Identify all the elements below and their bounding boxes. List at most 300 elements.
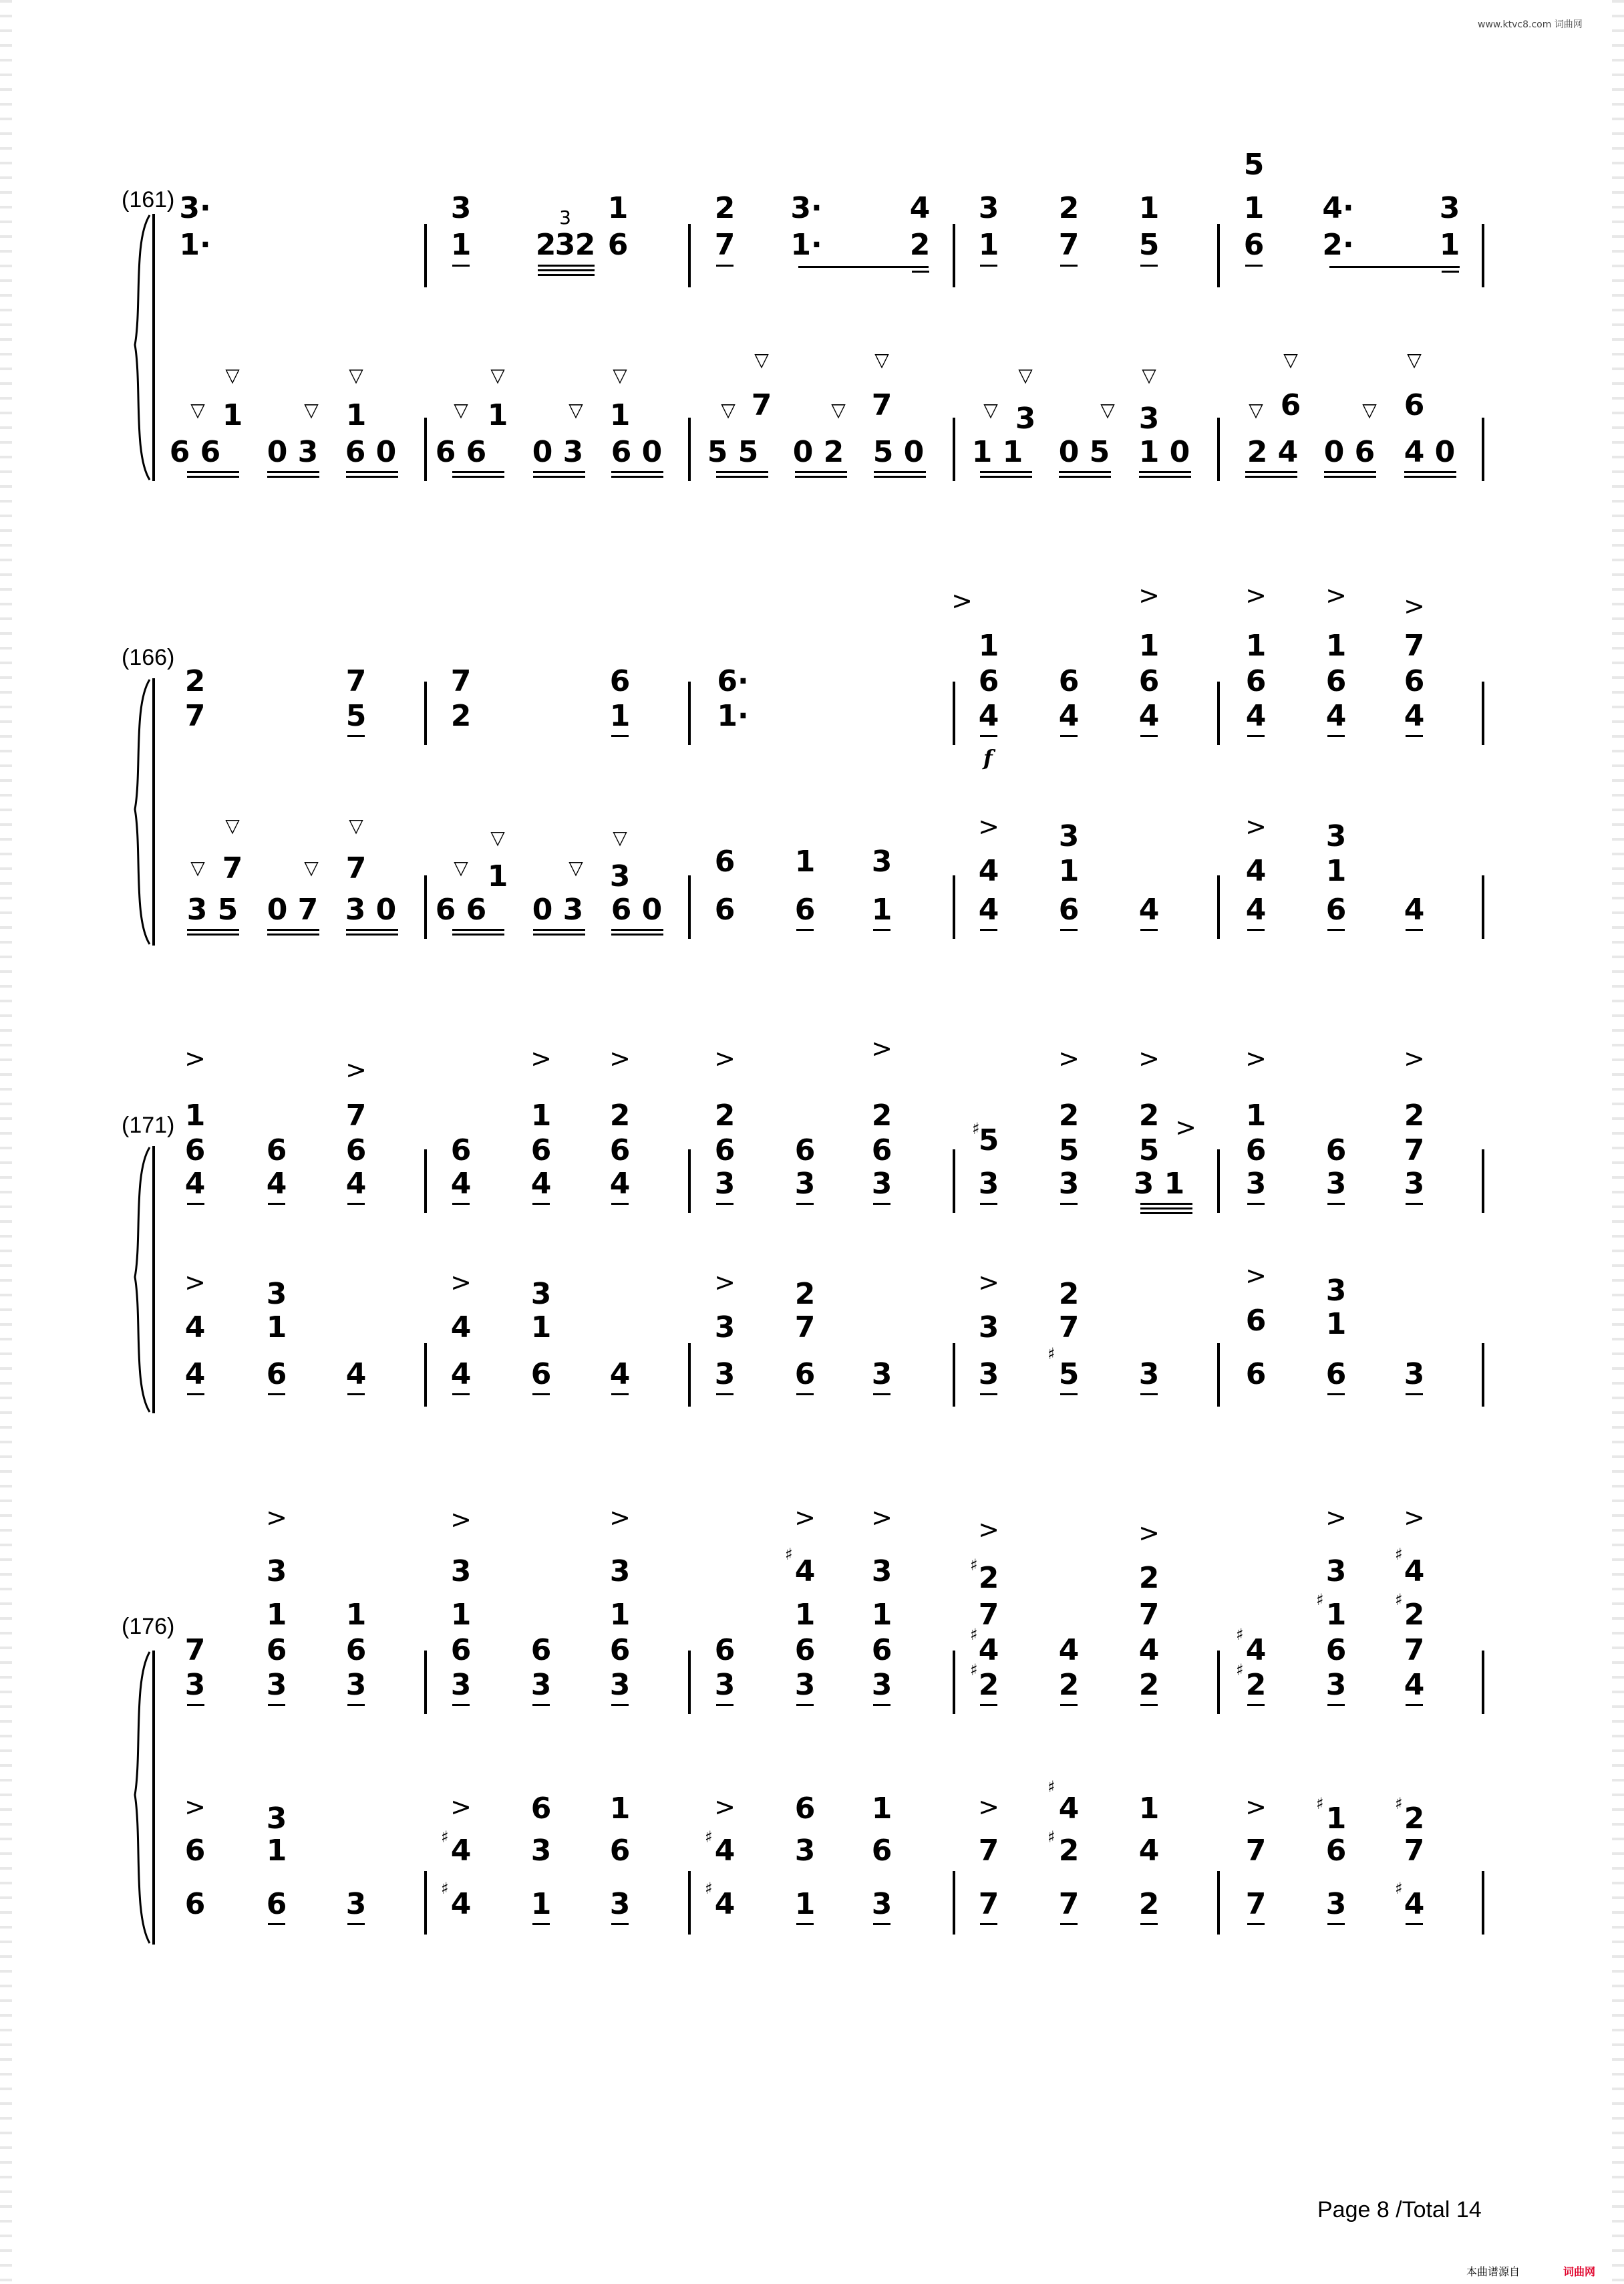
jianpu-note: 1 (871, 893, 892, 927)
rule-line (1406, 735, 1423, 737)
jianpu-note: 4 (714, 1834, 736, 1868)
jianpu-note: 3 (266, 1668, 287, 1702)
rule-line (953, 418, 955, 481)
jianpu-note: 5 0 (872, 435, 925, 469)
jianpu-note: 4 (1245, 854, 1267, 888)
staccato-triangle-icon: ▽ (874, 349, 889, 371)
staccato-triangle-icon: ▽ (304, 399, 319, 421)
jianpu-note: 2 (1058, 1277, 1080, 1311)
jianpu-note: 4 (1325, 699, 1347, 733)
accent-mark: > (1325, 581, 1347, 610)
jianpu-note: 2 (794, 1277, 816, 1311)
rule-line (268, 1704, 285, 1706)
jianpu-note: 2 (1404, 1802, 1425, 1836)
jianpu-note: 1 (487, 398, 508, 432)
rule-line (452, 929, 504, 931)
jianpu-note: 3 (450, 1668, 472, 1702)
jianpu-note: 1 (184, 1099, 206, 1133)
sharp-icon: ♯ (1047, 1344, 1055, 1363)
jianpu-note: 6 (450, 1133, 472, 1167)
rule-line (953, 1651, 955, 1714)
staccato-triangle-icon: ▽ (1018, 364, 1033, 386)
dynamic-forte: f (983, 745, 993, 770)
jianpu-note: 3 (1015, 402, 1036, 436)
jianpu-note: 2 (450, 699, 472, 733)
rule-line (1404, 476, 1456, 478)
jianpu-note: 7 (184, 1633, 206, 1667)
rule-line (187, 471, 239, 473)
jianpu-note: 5 (1058, 1357, 1080, 1391)
jianpu-note: 2 (1245, 1668, 1267, 1702)
accent-mark: > (450, 1792, 472, 1822)
jianpu-note: 2 (535, 228, 556, 262)
source-site: 词曲网 (1563, 2265, 1596, 2278)
jianpu-note: 7 (1404, 1133, 1425, 1167)
jianpu-note: 3 (1138, 1357, 1160, 1391)
rule-line (1245, 265, 1263, 267)
jianpu-note: 1 (450, 228, 472, 262)
rule-line (1140, 1393, 1158, 1395)
rule-line (980, 476, 1032, 478)
jianpu-note: 3 (450, 1554, 472, 1588)
jianpu-note: 6 (1245, 1357, 1267, 1391)
jianpu-note: 5 (1138, 228, 1160, 262)
jianpu-note: 0 3 (532, 435, 584, 469)
rule-line (873, 1704, 890, 1706)
rule-line (1060, 1704, 1078, 1706)
sharp-icon: ♯ (1316, 1590, 1324, 1609)
jianpu-note: 1 (530, 1887, 552, 1921)
accent-mark: > (871, 1503, 892, 1532)
accent-mark: > (951, 586, 973, 615)
jianpu-note: 7 (450, 664, 472, 698)
jianpu-note: 3 (871, 1357, 892, 1391)
jianpu-note: 2 (714, 191, 736, 225)
jianpu-note: 4 (609, 1357, 631, 1391)
jianpu-note: 4 0 (1404, 435, 1456, 469)
rule-line (533, 929, 585, 931)
jianpu-note: 0 2 (792, 435, 844, 469)
jianpu-note: 6 (184, 1887, 206, 1921)
accent-mark: > (978, 1792, 999, 1822)
accent-mark: > (871, 1034, 892, 1063)
jianpu-note: 2 (871, 1099, 892, 1133)
accent-mark: > (1325, 1503, 1347, 1532)
rule-line (796, 1704, 814, 1706)
rule-line (1140, 1704, 1158, 1706)
jianpu-note: 6 (871, 1633, 892, 1667)
jianpu-note: 1 (794, 1887, 816, 1921)
accent-mark: > (1404, 591, 1425, 621)
jianpu-note: 3 (871, 845, 892, 879)
jianpu-note: 3 (450, 191, 472, 225)
jianpu-note: 3 (530, 1668, 552, 1702)
rule-line (953, 682, 955, 745)
jianpu-note: 6 (609, 1834, 631, 1868)
rule-line (1140, 735, 1158, 737)
jianpu-note: 4 (450, 1167, 472, 1201)
rule-line (533, 471, 585, 473)
jianpu-note: 1 (487, 859, 508, 893)
sharp-icon: ♯ (972, 1119, 980, 1138)
rule-line (1217, 418, 1220, 481)
rule-line (538, 269, 595, 271)
jianpu-note: 4 (1245, 1633, 1267, 1667)
rule-line (1140, 1207, 1192, 1209)
accent-mark: > (714, 1792, 736, 1822)
rule-line (532, 1393, 550, 1395)
sharp-icon: ♯ (1047, 1777, 1055, 1796)
jianpu-note: 6 (794, 893, 816, 927)
rule-line (1060, 929, 1078, 931)
rule-line (1140, 929, 1158, 931)
rule-line (346, 471, 398, 473)
rule-line (452, 1203, 470, 1205)
jianpu-note: 1 (1245, 1099, 1267, 1133)
rule-line (1059, 476, 1111, 478)
right-margin-decoration (1612, 0, 1624, 2284)
rule-line (796, 1203, 814, 1205)
jianpu-note: 6 (1325, 1633, 1347, 1667)
jianpu-note: 3 (1058, 819, 1080, 853)
staccato-triangle-icon: ▽ (831, 399, 846, 421)
jianpu-note: 6 6 (435, 893, 487, 927)
rule-line (1245, 476, 1297, 478)
rule-line (347, 1923, 365, 1925)
jianpu-note: 4 (1404, 1887, 1425, 1921)
staccato-triangle-icon: ▽ (569, 857, 583, 879)
staccato-triangle-icon: ▽ (1362, 399, 1377, 421)
rule-line (532, 1704, 550, 1706)
sharp-icon: ♯ (1395, 1590, 1403, 1609)
jianpu-note: 6 (530, 1792, 552, 1826)
accent-mark: > (609, 1503, 631, 1532)
jianpu-note: 6 (714, 893, 736, 927)
jianpu-note: 3 (345, 1668, 367, 1702)
jianpu-note: 3 (266, 1277, 287, 1311)
jianpu-note: 2 (1404, 1099, 1425, 1133)
jianpu-note: 1 1 (971, 435, 1023, 469)
jianpu-note: 1 (871, 1792, 892, 1826)
sharp-icon: ♯ (1047, 1828, 1055, 1846)
jianpu-note: 6 (266, 1887, 287, 1921)
jianpu-note: 7 (1138, 1598, 1160, 1632)
rule-line (268, 1923, 285, 1925)
jianpu-note: 4 (1138, 1633, 1160, 1667)
jianpu-note: 4 (530, 1167, 552, 1201)
jianpu-note: 4 (978, 854, 999, 888)
jianpu-note: 6 (714, 1633, 736, 1667)
jianpu-note: 1 (609, 1598, 631, 1632)
rule-line (1327, 1203, 1345, 1205)
rule-line (1245, 471, 1297, 473)
rule-line (267, 934, 319, 936)
rule-line (688, 418, 691, 481)
jianpu-note: 4 (184, 1167, 206, 1201)
rule-line (796, 929, 814, 931)
accent-mark: > (714, 1268, 736, 1297)
jianpu-note: 6 (714, 1133, 736, 1167)
rule-line (1140, 265, 1158, 267)
rule-line (1139, 471, 1191, 473)
accent-mark: > (609, 1044, 631, 1073)
jianpu-note: 1 (266, 1598, 287, 1632)
staccato-triangle-icon: ▽ (190, 857, 205, 879)
jianpu-note: 7 (1404, 1633, 1425, 1667)
jianpu-note: 4 (909, 191, 931, 225)
jianpu-note: 4· (1322, 191, 1354, 225)
rule-line (688, 1149, 691, 1213)
jianpu-note: 1 (871, 1598, 892, 1632)
accent-mark: > (1138, 581, 1160, 610)
system-brace (127, 678, 154, 946)
rule-line (1327, 929, 1345, 931)
jianpu-note: 7 (1404, 1834, 1425, 1868)
jianpu-note: 4 (1138, 1834, 1160, 1868)
jianpu-note: 6 (530, 1633, 552, 1667)
accent-mark: > (266, 1503, 287, 1532)
jianpu-note: 7 (978, 1834, 999, 1868)
staccato-triangle-icon: ▽ (225, 815, 240, 837)
rule-line (796, 1393, 814, 1395)
jianpu-note: 3 (1138, 402, 1160, 436)
jianpu-note: 7 (184, 699, 206, 733)
rule-line (716, 1203, 734, 1205)
jianpu-note: 4 (978, 893, 999, 927)
staccato-triangle-icon: 3 (559, 206, 571, 229)
jianpu-note: 3· (790, 191, 822, 225)
sharp-icon: ♯ (1236, 1625, 1244, 1644)
rule-line (873, 1203, 890, 1205)
accent-mark: > (1245, 581, 1267, 610)
rule-line (1327, 1393, 1345, 1395)
jianpu-note: 6 (450, 1633, 472, 1667)
rule-line (1217, 1343, 1220, 1407)
rule-line (611, 476, 663, 478)
jianpu-note: 3 (794, 1167, 816, 1201)
rule-line (187, 1393, 204, 1395)
jianpu-note: 2 (1058, 191, 1080, 225)
jianpu-note: 3 (978, 1167, 999, 1201)
jianpu-note: 3 (1404, 1167, 1425, 1201)
jianpu-note: 4 (450, 1310, 472, 1344)
rule-line (980, 265, 997, 267)
accent-mark: > (1175, 1113, 1196, 1142)
rule-line (1482, 682, 1484, 745)
rule-line (1482, 418, 1484, 481)
jianpu-note: 3 (1404, 1357, 1425, 1391)
staccato-triangle-icon: ▽ (569, 399, 583, 421)
jianpu-note: 3 (794, 1834, 816, 1868)
jianpu-note: 1 (345, 1598, 367, 1632)
jianpu-note: 1 (1138, 1792, 1160, 1826)
rule-line (452, 1393, 470, 1395)
rule-line (912, 271, 929, 273)
rule-line (1482, 1149, 1484, 1213)
rule-line (1324, 476, 1376, 478)
jianpu-note: 3 (871, 1887, 892, 1921)
jianpu-note: 1 (609, 398, 631, 432)
rule-line (980, 1393, 997, 1395)
rule-line (716, 1704, 734, 1706)
jianpu-note: 0 7 (267, 893, 319, 927)
rule-line (452, 476, 504, 478)
jianpu-note: 3 (1058, 1167, 1080, 1201)
jianpu-note: 4 (1245, 893, 1267, 927)
rule-line (873, 929, 890, 931)
jianpu-note: 3 0 (345, 893, 397, 927)
jianpu-note: 0 3 (267, 435, 319, 469)
jianpu-note: 2 (1058, 1099, 1080, 1133)
sharp-icon: ♯ (785, 1545, 793, 1564)
jianpu-note: 3 (1439, 191, 1460, 225)
jianpu-note: 1 (1439, 228, 1460, 262)
jianpu-note: 6 (609, 664, 631, 698)
jianpu-note: 4 (345, 1357, 367, 1391)
jianpu-note: 3 (714, 1668, 736, 1702)
rule-line (1140, 1212, 1192, 1214)
jianpu-note: 7 (794, 1310, 816, 1344)
accent-mark: > (1138, 1044, 1160, 1073)
rule-line (1247, 1704, 1265, 1706)
jianpu-note: 3 (1325, 1887, 1347, 1921)
accent-mark: > (1245, 1792, 1267, 1822)
jianpu-note: 6 (978, 664, 999, 698)
jianpu-note: 7 (1245, 1887, 1267, 1921)
rule-line (1060, 1393, 1078, 1395)
rule-line (1060, 735, 1078, 737)
rule-line (1482, 224, 1484, 287)
rule-line (716, 1393, 734, 1395)
rule-line (1217, 1149, 1220, 1213)
rule-line (796, 1923, 814, 1925)
jianpu-note: 1 (266, 1834, 287, 1868)
jianpu-note: 3 (266, 1802, 287, 1836)
jianpu-note: 7 (345, 1099, 367, 1133)
sharp-icon: ♯ (1316, 1794, 1324, 1813)
accent-mark: > (1404, 1503, 1425, 1532)
jianpu-note: 1 (1243, 191, 1265, 225)
rule-line (1247, 929, 1265, 931)
jianpu-note: 6 (530, 1357, 552, 1391)
accent-mark: > (1245, 1261, 1267, 1290)
sharp-icon: ♯ (970, 1661, 978, 1679)
jianpu-note: 1· (790, 228, 822, 262)
rule-line (424, 682, 427, 745)
jianpu-note: 3 (714, 1167, 736, 1201)
jianpu-note: 0 5 (1058, 435, 1110, 469)
accent-mark: > (1058, 1044, 1080, 1073)
site-header: www.ktvc8.com 词曲网 (1478, 19, 1583, 30)
rule-line (424, 1149, 427, 1213)
jianpu-note: 4 (450, 1887, 472, 1921)
jianpu-note: 6 (1058, 664, 1080, 698)
jianpu-note: 1 (794, 1598, 816, 1632)
jianpu-note: 6 (530, 1133, 552, 1167)
rule-line (873, 1393, 890, 1395)
jianpu-note: 5 (978, 1123, 999, 1157)
rule-line (1060, 265, 1078, 267)
rule-line (795, 476, 847, 478)
rule-line (533, 476, 585, 478)
jianpu-note: 2 (1138, 1099, 1160, 1133)
rule-line (1247, 735, 1265, 737)
system-brace (127, 214, 154, 481)
jianpu-note: 4 (1245, 699, 1267, 733)
rule-line (1404, 471, 1456, 473)
jianpu-note: 7 (1404, 629, 1425, 663)
jianpu-note: 2 (1138, 1668, 1160, 1702)
sharp-icon: ♯ (441, 1879, 449, 1898)
rule-line (688, 1871, 691, 1935)
jianpu-note: 3 (609, 1554, 631, 1588)
rule-line (980, 1203, 997, 1205)
rule-line (1406, 1393, 1423, 1395)
jianpu-note: 4 (1138, 699, 1160, 733)
rule-line (688, 1651, 691, 1714)
measure-number: (176) (122, 1614, 175, 1639)
jianpu-note: 1 (1138, 191, 1160, 225)
jianpu-note: 3 (871, 1554, 892, 1588)
rule-line (267, 476, 319, 478)
jianpu-note: 6 (1243, 228, 1265, 262)
rule-line (980, 735, 997, 737)
jianpu-note: 6 (1404, 664, 1425, 698)
jianpu-note: 2 (184, 664, 206, 698)
jianpu-note: 6 0 (345, 435, 397, 469)
rule-line (1059, 471, 1111, 473)
jianpu-note: 3 (1325, 1274, 1347, 1308)
jianpu-note: 4 (184, 1310, 206, 1344)
jianpu-note: 4 (184, 1357, 206, 1391)
jianpu-note: 4 (1404, 1554, 1425, 1588)
jianpu-note: 0 3 (532, 893, 584, 927)
sharp-icon: ♯ (970, 1625, 978, 1644)
jianpu-note: 3 (1325, 1167, 1347, 1201)
rule-line (1482, 1871, 1484, 1935)
accent-mark: > (184, 1044, 206, 1073)
jianpu-note: 6 (794, 1792, 816, 1826)
source-note: 本曲谱源自 (1466, 2265, 1520, 2278)
rule-line (1406, 929, 1423, 931)
jianpu-note: 7 (978, 1598, 999, 1632)
jianpu-note: 7 (222, 851, 243, 885)
jianpu-note: 7 (345, 851, 367, 885)
jianpu-note: 1 (530, 1099, 552, 1133)
staccato-triangle-icon: ▽ (721, 399, 736, 421)
accent-mark: > (1138, 1518, 1160, 1548)
system-brace (127, 1651, 154, 1945)
jianpu-note: 3· (179, 191, 211, 225)
jianpu-note: 7 (871, 388, 892, 422)
jianpu-note: 7 (1245, 1834, 1267, 1868)
page-indicator: Page 8 /Total 14 (1317, 2197, 1482, 2223)
jianpu-note: 4 (345, 1167, 367, 1201)
accent-mark: > (450, 1505, 472, 1534)
rule-line (347, 1203, 365, 1205)
jianpu-note: 0 6 (1323, 435, 1375, 469)
jianpu-note: 4 (978, 699, 999, 733)
rule-line (187, 476, 239, 478)
jianpu-note: 1 (1138, 629, 1160, 663)
jianpu-note: 3 (978, 1310, 999, 1344)
jianpu-note: 3 5 (186, 893, 238, 927)
jianpu-note: 6 (607, 228, 629, 262)
jianpu-note: 5 (345, 699, 367, 733)
jianpu-note: 5 (1138, 1133, 1160, 1167)
rule-line (980, 471, 1032, 473)
jianpu-note: 2 (909, 228, 931, 262)
